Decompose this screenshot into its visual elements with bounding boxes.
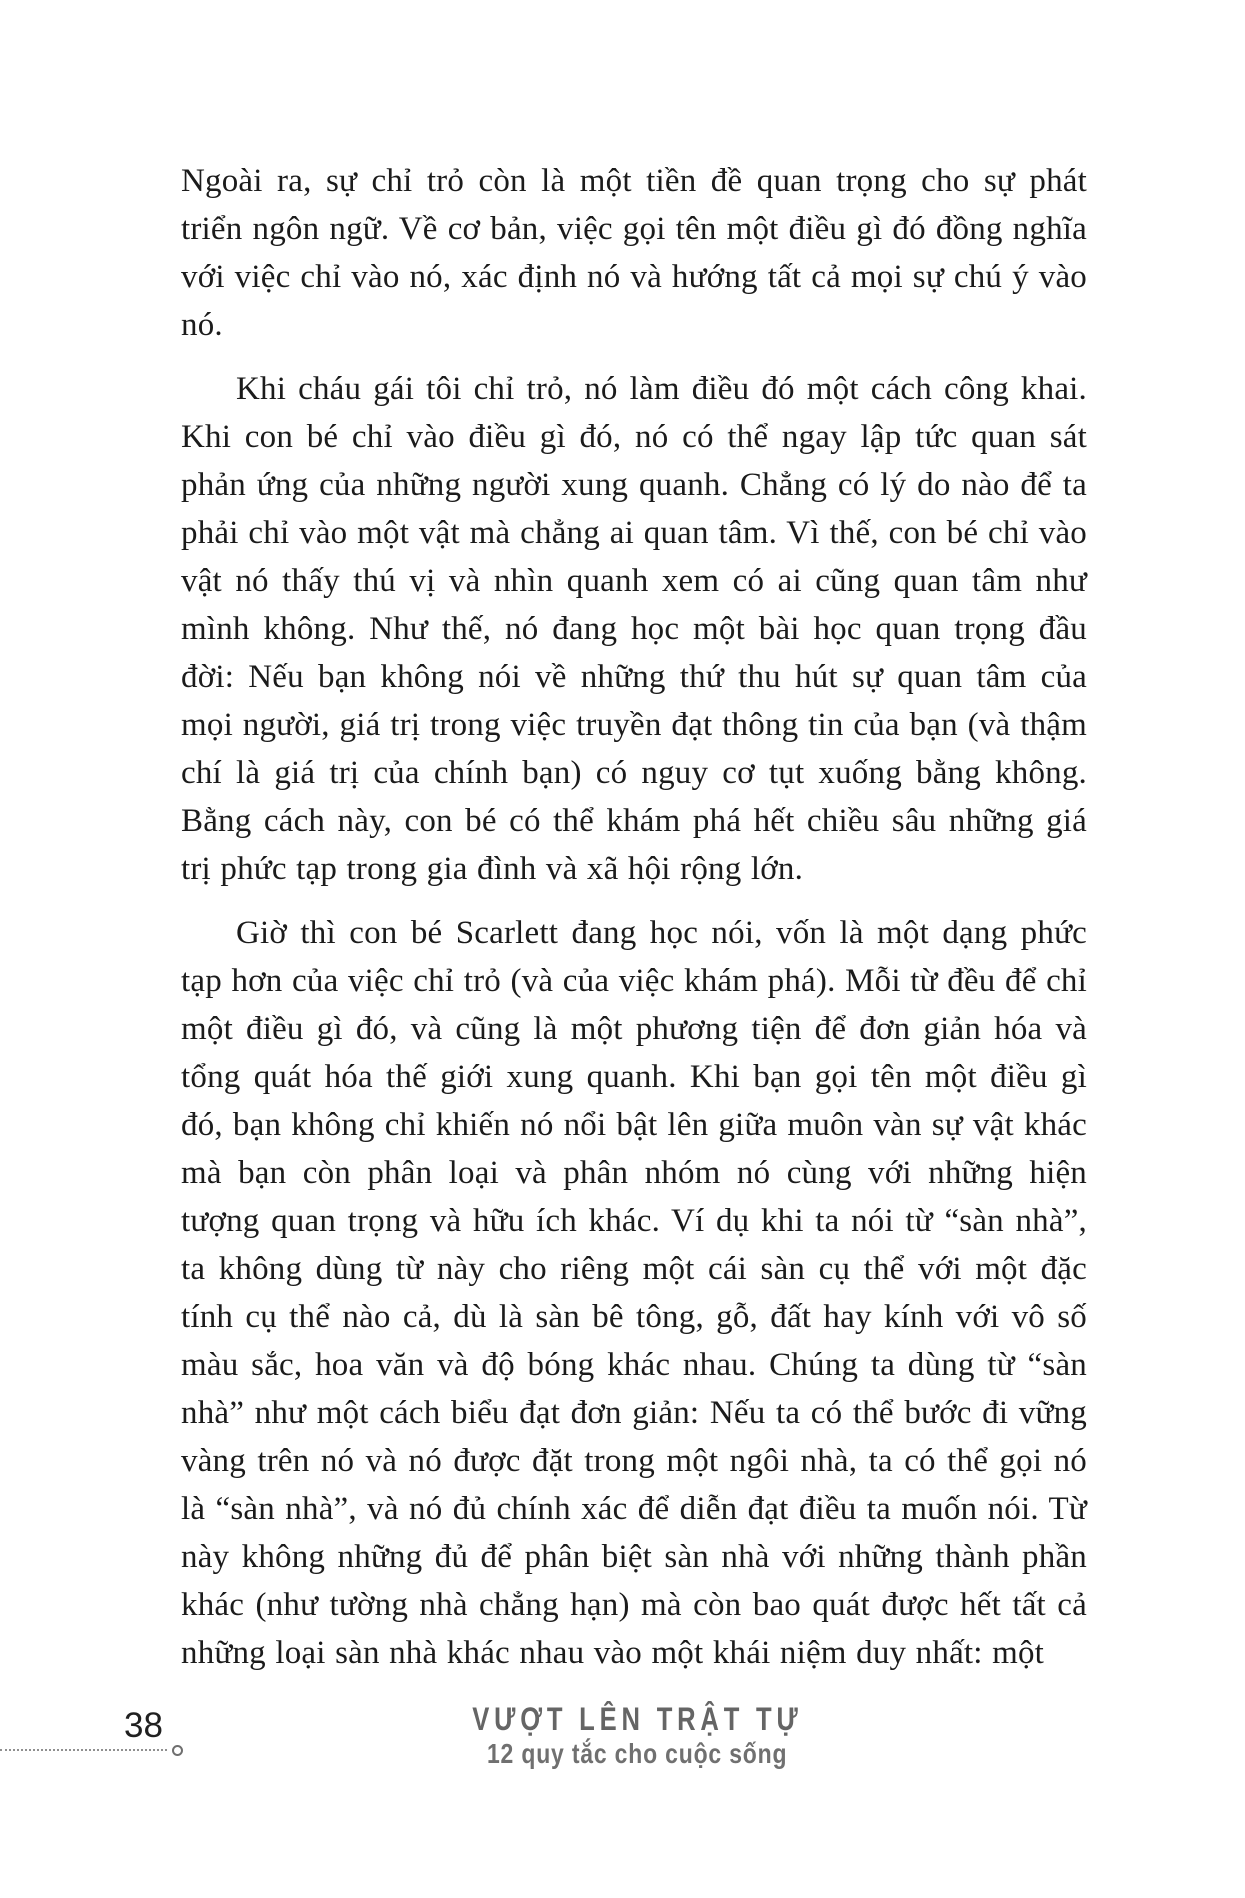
paragraph: Giờ thì con bé Scarlett đang học nói, vốn là một dạng phức tạp hơn của việc chỉ trỏ (và của việc khám phá). Mỗi từ đều để chỉ một điều gì đó, và cũng là một phương tiện để đơn giản hóa và tổng quát hóa thế giới xung quanh. Khi bạn gọi tên một điều gì đó, bạn không chỉ khiến nó nổi bật lên giữa muôn vàn sự vật khác mà bạn còn phân loại và phân nhóm nó cùng với những hiện tượng quan trọng và hữu ích khác. Ví dụ khi ta nói từ “sàn nhà”, ta không dùng từ này cho riêng một cái sàn cụ thể với một đặc tính cụ thể nào cả, dù là sàn bê tông, gỗ, đất hay kính với vô số màu sắc, hoa văn và độ bóng khác nhau. Chúng ta dùng từ “sàn nhà” như một cách biểu đạt đơn giản: Nếu ta có thể bước đi vững vàng trên nó và nó được đặt trong một ngôi nhà, ta có thể gọi nó là “sàn nhà”, và nó đủ chính xác để diễn đạt điều ta muốn nói. Từ này không những đủ để phân biệt sàn nhà với những thành phần khác (như tường nhà chẳng hạn) mà còn bao quát được hết tất cả những loại sàn nhà khác nhau vào một khái niệm duy nhất: một [181,915,1087,1671]
paragraph: Ngoài ra, sự chỉ trỏ còn là một tiền đề quan trọng cho sự phát triển ngôn ngữ. Về cơ bản, việc gọi tên một điều gì đó đồng nghĩa với việc chỉ vào nó, xác định nó và hướng tất cả mọi sự chú ý vào nó. [181,163,1087,343]
book-subtitle: 12 quy tắc cho cuộc sống [486,1738,788,1769]
paragraph: Khi cháu gái tôi chỉ trỏ, nó làm điều đó một cách công khai. Khi con bé chỉ vào điều gì đó, nó có thể ngay lập tức quan sát phản ứng của những người xung quanh. Chẳng có lý do nào để ta phải chỉ vào một vật mà chẳng ai quan tâm. Vì thế, con bé chỉ vào vật nó thấy thú vị và nhìn quanh xem có ai cũng quan tâm như mình không. Như thế, nó đang học một bài học quan trọng đầu đời: Nếu bạn không nói về những thứ thu hút sự quan tâm của mọi người, giá trị trong việc truyền đạt thông tin của bạn (và thậm chí là giá trị của chính bạn) có nguy cơ tụt xuống bằng không. Bằng cách này, con bé có thể khám phá hết chiều sâu những giá trị phức tạp trong gia đình và xã hội rộng lớn. [181,371,1087,887]
book-title: VƯỢT LÊN TRẬT TỰ [471,1701,803,1737]
page-number: 38 [124,1706,163,1745]
body-text [181,157,1087,1693]
running-footer [337,1701,937,1770]
circle-marker-icon [172,1745,183,1756]
dotted-rule [0,1749,167,1751]
